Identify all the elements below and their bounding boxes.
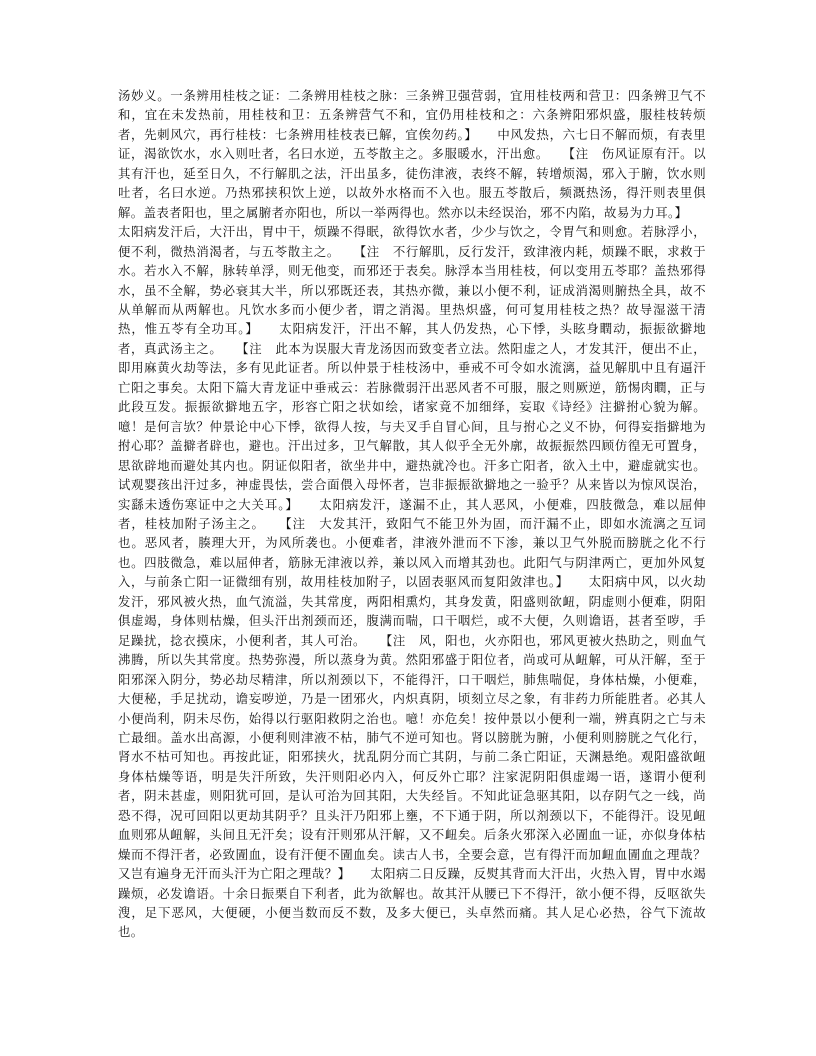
text-segment-7: 【注 此本为误服大青龙汤因而致变者立法。然阳虚之人，才发其汗，便出不止，即用麻黄火劫等法，多有见此证者。所以仲景于桂枝汤中，垂戒不可令如水流漓，益见解肌中且有逼汗亡阳之事矣。太阳下篇大青龙证中垂戒云：若脉微弱汗出恶风者不可服，服之则厥逆，筋惕肉瞤，正与此段互发。振振欲擗地五字，形容亡阳之状如绘，诸家竟不加细绎，妄取《诗经》注擗拊心貌为解。噫！是何言欤？仲景论中心下悸，欲得人按，与夫叉手自冒心间，且与拊心之义不协，何得妄指擗地为拊心耶？盖擗者辟也，避也。汗出过多，卫气解散，其人似乎全无外廓，故振振然四顾仿徨无可置身，思欲辟地而避处其内也。阴证似阳者，欲坐井中，避热就冷也。汗多亡阳者，欲入土中，避虚就实也。试观婴孩出汗过多，神虚畏怯，尝合面偎入母怀者，岂非振振欲擗地之一验乎？从来皆以为惊风误治，实繇未透伤寒证中之大关耳。】 bbox=[118, 340, 707, 512]
text-segment-12: 太阳病二日反躁，反熨其背而大汗出，火热入胃，胃中水竭躁烦，必发谵语。十余日振栗自下利者，此为欲解也。故其汗从腰已下不得汗，欲小便不得，反呕欲失溲，足下恶风，大便硬，小便当数而反不数，及多大便已，头卓然而痛。其人足心必热，谷气下流故也。 bbox=[118, 866, 707, 940]
text-segment-8: 太阳病发汗，遂漏不止，其人恶风，小便难，四肢微急，难以屈伸者，桂枝加附子汤主之。 bbox=[118, 496, 707, 531]
text-segment-4: 太阳病发汗后，大汗出，胃中干，烦躁不得眠，欲得饮水者，少少与饮之，令胃气和则愈。若脉浮小，便不利，微热消渴者，与五苓散主之。 bbox=[118, 204, 707, 259]
text-segment-5: 【注 不行解肌，反行发汗，致津液内耗，烦躁不眠，求救于水。若水入不解，脉转单浮，则无他变，而邪还于表矣。脉浮本当用桂枝，何以变用五苓耶？盖热邪得水，虽不全解，势必衰其大半，所以邪既还表，其热亦微，兼以小便不利，证成消渴则腑热全具，故不从单解而从两解也。凡饮水多而小便少者，谓之消渴。里热炽盛，何可复用桂枝之热？故导湿滋干清热，惟五苓有全功耳。】 bbox=[118, 243, 706, 337]
text-segment-2: 中风发热，六七日不解而烦，有表里证，渴欲饮水，水入则吐者，名曰水逆，五苓散主之。多服暖水，汗出愈。 bbox=[118, 126, 706, 162]
text-segment-1: 汤妙义。一条辨用桂枝之证：二条辨用桂枝之脉：三条辨卫强营弱，宜用桂枝两和营卫：四条辨卫气不和，宜在未发热前，用桂枝和卫：五条辨营气不和，宜仍用桂枝和之：六条辨阳邪炽盛，服桂枝转烦者，先刺风穴，再行桂枝：七条辨用桂枝表已解，宜俟勿药。】 bbox=[118, 88, 706, 142]
text-segment-9: 【注 大发其汗，致阳气不能卫外为固，而汗漏不止，即如水流漓之互词也。恶风者，腠理大开，为风所袭也。小便难者，津液外泄而不下渗，兼以卫气外脱而膀胱之化不行也。四肢微急，难以屈伸者，筋脉无津液以养，兼以风入而增其劲也。此阳气与阴津两亡，更加外风复入，与前条亡阳一证微细有别，故用桂枝加附子，以固表驱风而复阳敛津也。】 bbox=[118, 515, 706, 590]
text-segment-3: 【注 伤风证原有汗。以其有汗也，延至日久，不行解肌之法，汗出虽多，徒伤津液，表终不解，转增烦渴，邪入于腑，饮水则吐者，名曰水逆。乃热邪挟积饮上逆，以故外水格而不入也。服五苓散后，频溉热汤，得汗则表里俱解。盖表者阳也，里之属腑者亦阳也，所以一举两得也。然亦以未经误治，邪不内陷，故易为力耳。】 bbox=[118, 146, 707, 220]
text-segment-10: 太阳病中风，以火劫发汗，邪风被火热，血气流溢，失其常度，两阳相熏灼，其身发黄，阳盛则欲衄，阴虚则小便难，阴阳俱虚竭，身体则枯燥，但头汗出剂颈而还，腹满而喘，口干咽烂，或不大便，久则谵语，甚者至哕，手足躁扰，捻衣摸床，小便利者，其人可治。 bbox=[118, 574, 706, 648]
text-segment-11: 【注 风，阳也，火亦阳也，邪风更被火热助之，则血气沸腾，所以失其常度。热势弥漫，所以蒸身为黄。然阳邪盛于阳位者，尚或可从衄解，可从汗解，至于阳邪深入阴分，势必劫尽精津，所以剂颈以下，不能得汗，口干咽烂，肺焦喘促，身体枯燥，小便难，大便秘，手足扰动，谵妄哕逆，乃是一团邪火，内炽真阴，顷刻立尽之象，有非药力所能胜者。必其人小便尚利，阴未尽伤，始得以行驱阳救阴之治也。噫！亦危矣！按仲景以小便利一端，辨真阴之亡与未亡最细。盖水出高源，小便利则津液不枯，肺气不逆可知也。肾以膀胱为腑，小便利则膀胱之气化行，肾水不枯可知也。再按此证，阳邪挟火，扰乱阴分而亡其阴，与前二条亡阳证，天渊悬绝。观阳盛欲衄身体枯燥等语，明是失汗所致，失汗则阳必内入，何反外亡耶？注家泥阴阳俱虚竭一语，遂谓小便利者，阴未甚虚，则阳犹可回，是认可治为回其阳，大失经旨。不知此证急驱其阳，以存阴气之一线，尚恐不得，况可回阳以更劫其阴乎？且头汗乃阳邪上壅，不下通于阴，所以剂颈以下，不能得汗。设见衄血则邪从衄解，头间且无汗矣；设有汗则邪从汗解，又不衄矣。后条火邪深入必圊血一证，亦似身体枯燥而不得汗者，必致圊血，设有汗便不圊血矣。读古人书，全要会意，岂有得汗而加衄血圊血之理哉？又岂有遍身无汗而头汗为亡阳之理哉？】 bbox=[118, 632, 706, 882]
text-segment-6: 太阳病发汗，汗出不解，其人仍发热，心下悸，头眩身瞤动，振振欲擗地者，真武汤主之。 bbox=[118, 321, 706, 356]
document-body bbox=[118, 86, 706, 942]
